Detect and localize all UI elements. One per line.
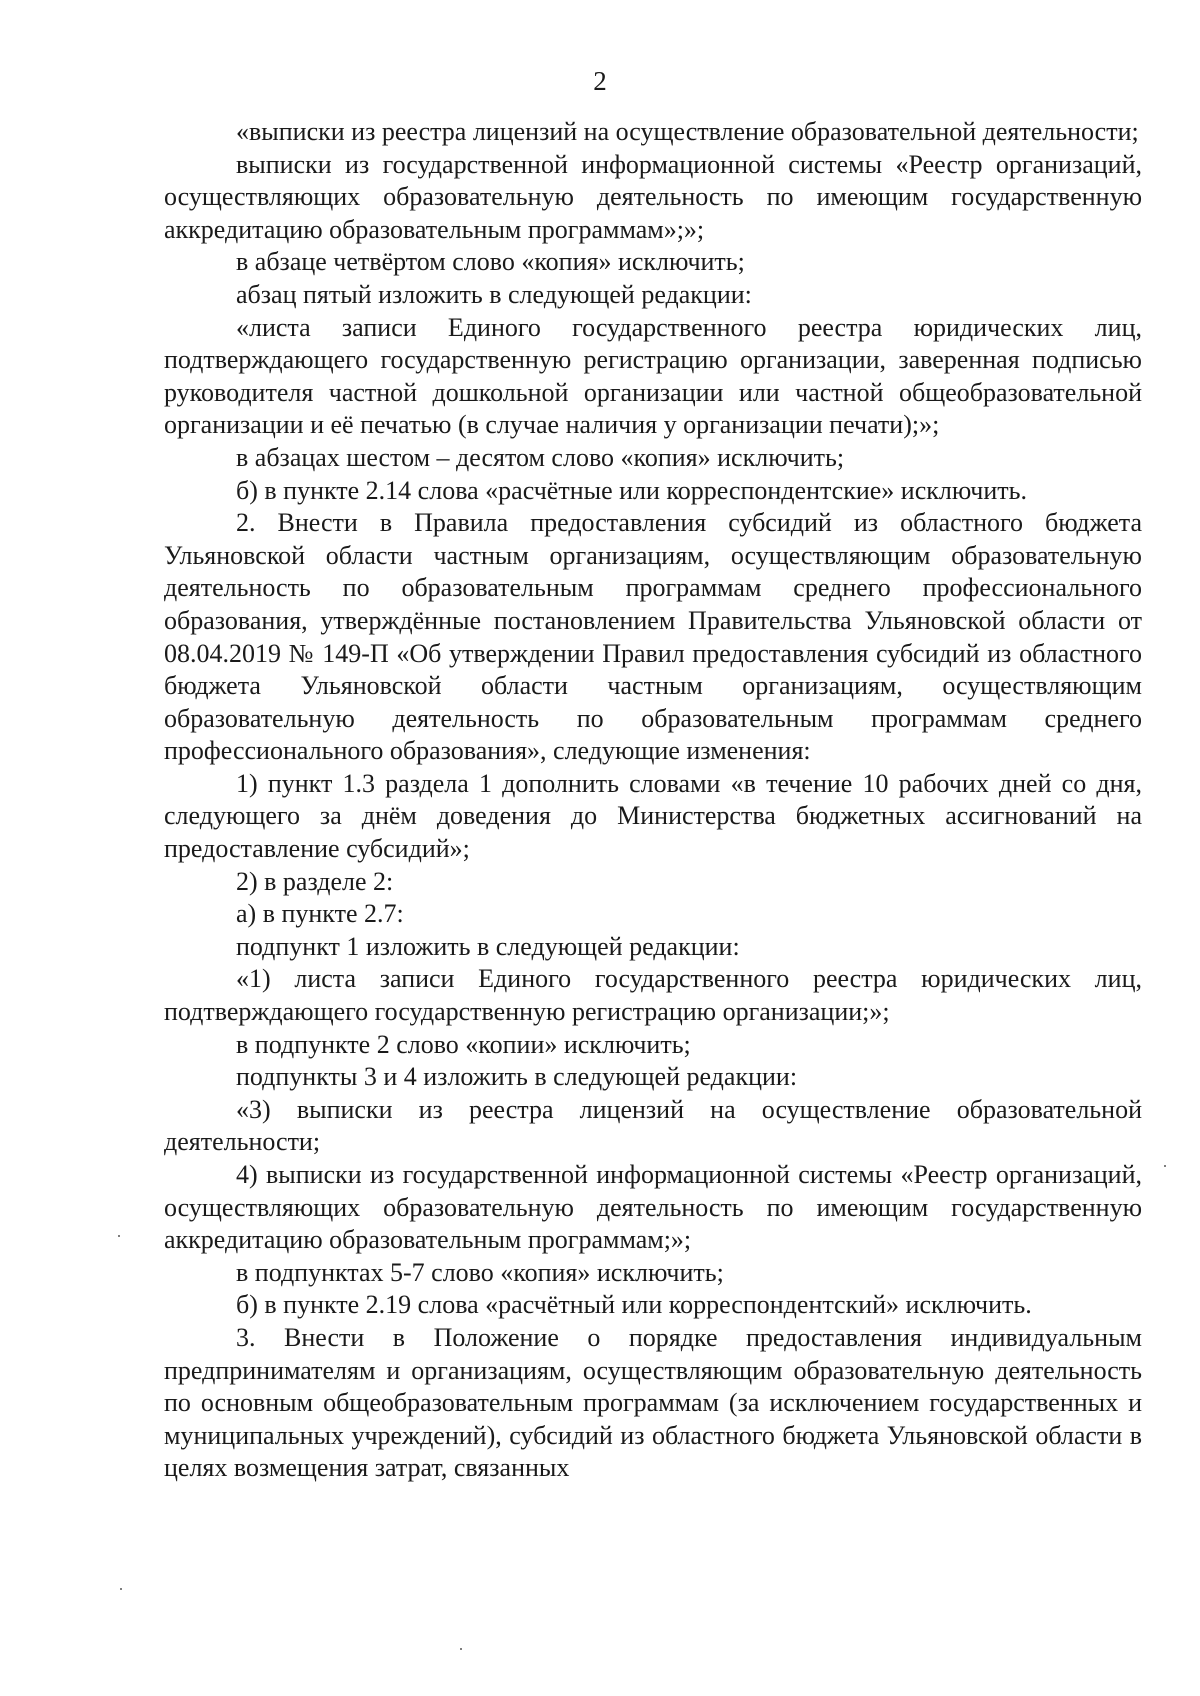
page-number: 2 (593, 66, 607, 96)
paragraph: 1) пункт 1.3 раздела 1 дополнить словами «в течение 10 рабочих дней со дня, следующего за днём доведения до Министерства бюджетных ассигнований на предоставление субсидий»; (164, 768, 1142, 864)
paragraph: подпункт 1 изложить в следующей редакции: (236, 931, 740, 961)
scan-speck (460, 1648, 462, 1650)
paragraph: 4) выписки из государственной информационной системы «Реестр организаций, осуществляющих образовательную деятельность по имеющим государственную аккредитацию образовательным программам;»; (164, 1160, 1142, 1255)
paragraph: в абзацах шестом – десятом слово «копия» исключить; (236, 442, 845, 472)
paragraph: 2. Внести в Правила предоставления субсидий из областного бюджета Ульяновской области частным организациям, осуществляющим образовательную деятельность по образовательным программам среднего профессионального образования, утверждённые постановлением Правительства Ульяновской области от 08.04.2019 № 149-П «Об утверждении Правил предоставления субсидий из областного бюджета Ульяновской области частным организациям, осуществляющим образовательную деятельность по образовательным программам среднего профессионального образования», следующие изменения: (164, 508, 1142, 766)
paragraph: подпункты 3 и 4 изложить в следующей редакции: (236, 1062, 798, 1092)
paragraph: абзац пятый изложить в следующей редакции: (236, 279, 752, 309)
paragraph: «1) листа записи Единого государственного реестра юридических лиц, подтверждающего государственную регистрацию организации;»; (164, 964, 1142, 1027)
paragraph: в подпункте 2 слово «копии» исключить; (236, 1029, 691, 1059)
paragraph: б) в пункте 2.14 слова «расчётные или корреспондентские» исключить. (236, 475, 1027, 505)
paragraph: в абзаце четвёртом слово «копия» исключить; (236, 247, 745, 277)
paragraph: «3) выписки из реестра лицензий на осуществление образовательной деятельности; (164, 1094, 1142, 1157)
scan-speck (120, 1588, 122, 1590)
paragraph: в подпунктах 5-7 слово «копия» исключить; (236, 1257, 724, 1287)
paragraph: «выписки из реестра лицензий на осуществление образовательной деятельности; (236, 117, 1139, 146)
scan-speck (1164, 1165, 1166, 1167)
paragraph: 2) в разделе 2: (236, 866, 394, 896)
paragraph: а) в пункте 2.7: (236, 899, 404, 929)
paragraph: б) в пункте 2.19 слова «расчётный или корреспондентский» исключить. (236, 1290, 1032, 1320)
paragraph: 3. Внести в Положение о порядке предоставления индивидуальным предпринимателям и организациям, осуществляющим образовательную деятельность по основным общеобразовательным программам (за исключением государственных и муниципальных учреждений), субсидий из областного бюджета Ульяновской области в целях возмещения затрат, связанных (164, 1322, 1142, 1483)
paragraph: «листа записи Единого государственного реестра юридических лиц, подтверждающего государственную регистрацию организации, заверенная подписью руководителя частной дошкольной организации или частной общеобразовательной организации и её печатью (в случае наличия у организации печати);»; (164, 312, 1142, 440)
document-body (164, 116, 1142, 1485)
scan-speck (118, 1235, 120, 1237)
paragraph: выписки из государственной информационной системы «Реестр организаций, осуществляющих образовательную деятельность по имеющим государственную аккредитацию образовательным программам»;»; (164, 149, 1142, 244)
